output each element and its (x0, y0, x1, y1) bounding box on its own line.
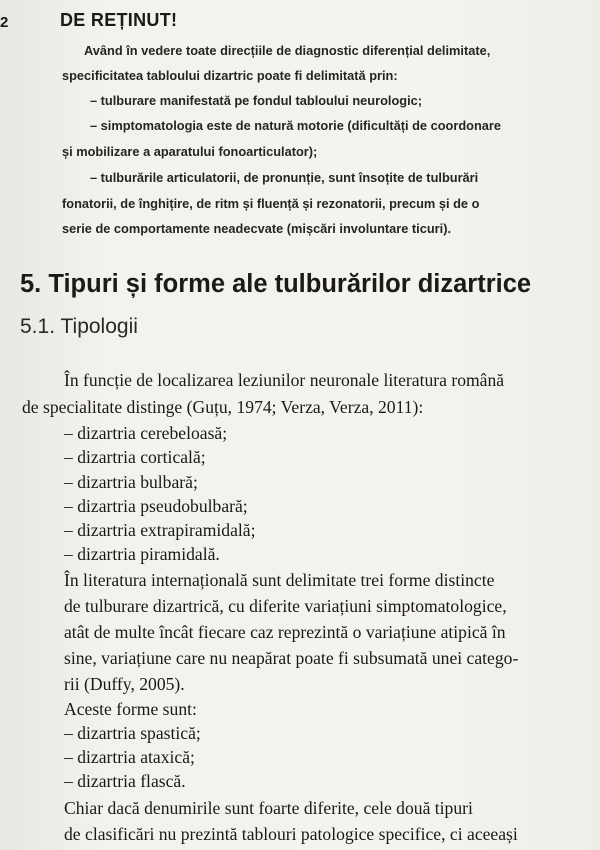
list-item: – dizartria extrapiramidală; (64, 520, 256, 540)
list-item: – dizartria corticală; (64, 447, 206, 467)
body-line: de tulburare dizartrică, cu diferite variațiuni simptomatologice, (64, 596, 507, 616)
body-line: atât de multe încât fiecare caz reprezintă o variațiune atipică în (64, 622, 506, 642)
body-line: de clasificări nu prezintă tablouri patologice specifice, ci aceeași (64, 824, 518, 844)
list-item: – dizartria ataxică; (64, 747, 195, 767)
body-line: În funcție de localizarea leziunilor neuronale literatura română (64, 370, 505, 390)
section-heading: 5. Tipuri și forme ale tulburărilor dizartrice (20, 270, 532, 298)
remember-box-line: fonatorii, de înghițire, de ritm și fluență și rezonatorii, precum și de o (62, 196, 480, 211)
list-item: – dizartria piramidală. (64, 544, 220, 564)
list-item: – dizartria spastică; (64, 723, 201, 743)
remember-box-bullet: – simptomatologia este de natură motorie (dificultăți de coordonare (90, 118, 501, 133)
body-line: de specialitate distinge (Guțu, 1974; Verza, Verza, 2011): (22, 397, 424, 417)
body-line: În literatura internațională sunt delimitate trei forme distincte (64, 570, 495, 590)
remember-box-line: specificitatea tabloului dizartric poate fi delimitată prin: (62, 68, 398, 83)
remember-box-line: și mobilizare a aparatului fonoarticulator); (62, 144, 318, 159)
body-line: Chiar dacă denumirile sunt foarte diferite, cele două tipuri (64, 798, 473, 818)
remember-box-bullet: – tulburare manifestată pe fondul tabloului neurologic; (90, 93, 423, 108)
page-number: 2 (0, 14, 9, 31)
list-item: – dizartria bulbară; (64, 472, 198, 492)
subsection-heading: 5.1. Tipologii (20, 315, 138, 338)
remember-box-line: Având în vedere toate direcțiile de diagnostic diferențial delimitate, (84, 43, 491, 58)
remember-box-line: serie de comportamente neadecvate (mișcări involuntare ticuri). (62, 221, 452, 236)
body-line: Aceste forme sunt: (64, 699, 197, 719)
body-line: rii (Duffy, 2005). (64, 674, 185, 694)
list-item: – dizartria cerebeloasă; (64, 423, 228, 443)
body-line: sine, variațiune care nu neapărat poate fi subsumată unei catego- (64, 648, 519, 668)
remember-box-bullet: – tulburările articulatorii, de pronunție, sunt însoțite de tulburări (90, 170, 479, 185)
list-item: – dizartria flască. (64, 771, 186, 791)
list-item: – dizartria pseudobulbară; (64, 496, 248, 516)
remember-box-title: DE REȚINUT! (60, 10, 178, 30)
